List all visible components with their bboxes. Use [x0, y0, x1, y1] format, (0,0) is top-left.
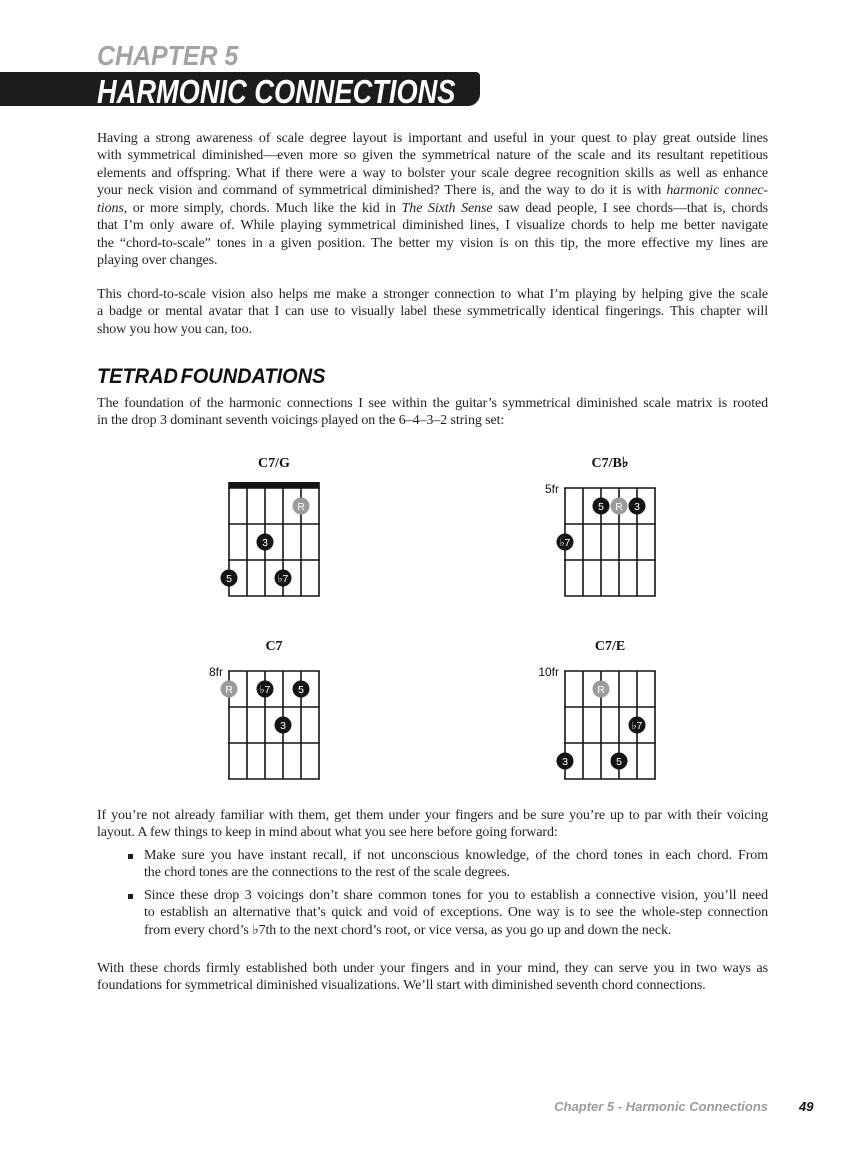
italic-text: The Sixth Sense — [401, 200, 493, 216]
text-line — [144, 904, 768, 922]
text-line — [97, 130, 768, 148]
text-run: foundations for symmetrical diminished visualizations. We’ll start with diminished seventh chord connections. — [97, 978, 706, 993]
text-line — [97, 165, 768, 183]
nut — [228, 482, 320, 488]
text-line — [97, 147, 768, 165]
chord-name: C7/B♭ — [591, 456, 629, 471]
text-line — [144, 922, 768, 940]
bullet-square-icon — [128, 854, 133, 859]
chord-tone-label: ♭7 — [277, 572, 289, 585]
chord-tone-label: R — [615, 500, 623, 513]
text-run: with symmetrical diminished—even more so given the symmetrical nature of the scale and its resultant repetitious — [97, 148, 768, 163]
text-run: saw dead people, I see chords—that is, chords — [492, 200, 768, 216]
text-run: Make sure you have instant recall, if not unconscious knowledge, of the chord tones in each chord. From — [144, 847, 768, 863]
chord-tone-label: 3 — [634, 500, 640, 513]
chord-diagram — [525, 631, 675, 786]
fret-position-label: 8fr — [208, 665, 223, 679]
text-run: your neck vision and command of symmetrical diminished? There is, and the way to do it is with — [97, 183, 667, 198]
text-run: from every chord’s ♭7th to the next chord’s root, or vice versa, as you go up and down the neck. — [144, 922, 672, 938]
text-line — [97, 395, 768, 413]
text-run: , or more simply, chords. Much like the kid in — [123, 200, 402, 216]
chord-tone-label: 5 — [616, 755, 622, 768]
chord-diagram — [525, 448, 675, 603]
familiar-paragraph — [97, 807, 768, 842]
bullet-item — [144, 847, 768, 882]
text-run: layout. A few things to keep in mind about what you see here before going forward: — [97, 825, 558, 840]
chord-tone-label: 3 — [262, 536, 268, 549]
chapter-number-label: CHAPTER 5 — [97, 40, 239, 71]
running-footer-title: Chapter 5 - Harmonic Connections — [554, 1099, 768, 1114]
text-line — [97, 303, 768, 321]
text-run: Having a strong awareness of scale degree layout is important and useful in your quest to play great outside lines — [97, 130, 768, 146]
text-run: the chord tones are the connections to the rest of the scale degrees. — [144, 865, 510, 880]
text-line — [144, 864, 768, 882]
text-run: playing over changes. — [97, 253, 218, 268]
chord-tone-label: ♭7 — [559, 536, 571, 549]
text-run: the “chord-to-scale” tones in a given position. The better my vision is on this tip, the more effective my lines are — [97, 235, 768, 251]
text-run: Since these drop 3 voicings don’t share common tones for you to establish a connective vision, you’ll need — [144, 887, 768, 903]
text-run: in the drop 3 dominant seventh voicings played on the 6–4–3–2 string set: — [97, 413, 505, 428]
chord-tone-label: 5 — [226, 572, 232, 585]
text-line — [97, 321, 768, 339]
text-run: to establish an alternative that’s quick and void of exceptions. One way is to see the whole-step connection — [144, 905, 768, 920]
text-line — [97, 807, 768, 825]
chord-tone-label: ♭7 — [259, 683, 271, 696]
italic-text: harmonic connec- — [666, 183, 768, 198]
chord-tone-label: 3 — [280, 719, 286, 732]
chord-tone-label: 3 — [562, 755, 568, 768]
text-line — [144, 887, 768, 905]
text-run: With these chords firmly established both under your fingers and in your mind, they can serve you in two ways as — [97, 960, 768, 976]
text-run: If you’re not already familiar with them, get them under your fingers and be sure you’re up to par with their voicing — [97, 807, 768, 823]
intro-paragraph — [97, 130, 768, 270]
text-line — [97, 235, 768, 253]
text-line — [97, 217, 768, 235]
text-line — [97, 977, 768, 995]
chord-tone-label: R — [225, 683, 233, 696]
bullet-square-icon — [128, 894, 133, 899]
foundation-paragraph — [97, 395, 768, 430]
chord-name: C7/G — [258, 456, 290, 471]
chord-tone-label: R — [597, 683, 605, 696]
text-run: that I’m only aware of. While playing symmetrical diminished lines, I visualize chords to help me better navigate — [97, 218, 768, 233]
text-run: a badge or mental avatar that I can use to visually label these symmetrically identical fingerings. This chapter will — [97, 304, 768, 319]
chord-tone-label: R — [297, 500, 305, 513]
text-line — [97, 252, 768, 270]
italic-text: tions — [97, 200, 124, 216]
page-number: 49 — [799, 1099, 814, 1114]
fret-position-label: 5fr — [544, 482, 559, 496]
bullet-item — [144, 887, 768, 940]
text-run: This chord-to-scale vision also helps me make a stronger connection to what I’m playing by helping give the scale — [97, 286, 768, 302]
chord-tone-label: 5 — [598, 500, 604, 513]
text-run: show you how you can, too. — [97, 321, 252, 337]
chord-tone-label: 5 — [298, 683, 304, 696]
text-line — [144, 847, 768, 865]
text-run: elements and offspring. What if there were a way to bolster your scale degree recognition skills as well as enhance — [97, 165, 768, 181]
fret-position-label: 10fr — [538, 665, 559, 679]
text-line — [97, 182, 768, 200]
vision-paragraph — [97, 286, 768, 339]
chord-diagram — [189, 448, 339, 603]
closing-paragraph — [97, 960, 768, 995]
chord-diagram-graphic — [189, 631, 339, 786]
section-heading: TETRAD FOUNDATIONS — [97, 365, 326, 388]
text-line — [97, 960, 768, 978]
text-line — [97, 412, 768, 430]
text-line — [97, 200, 768, 218]
chord-diagram — [189, 631, 339, 786]
text-run: The foundation of the harmonic connections I see within the guitar’s symmetrical diminished scale matrix is rooted — [97, 395, 768, 411]
text-line — [97, 286, 768, 304]
text-line — [97, 824, 768, 842]
chord-tone-label: ♭7 — [631, 719, 643, 732]
chord-diagram-graphic — [189, 448, 339, 603]
chord-diagram-graphic — [525, 631, 675, 786]
chord-name: C7/E — [594, 639, 626, 654]
chord-name: C7 — [265, 639, 283, 654]
chord-diagram-graphic — [525, 448, 675, 603]
chapter-title: HARMONIC CONNECTIONS — [97, 73, 456, 110]
